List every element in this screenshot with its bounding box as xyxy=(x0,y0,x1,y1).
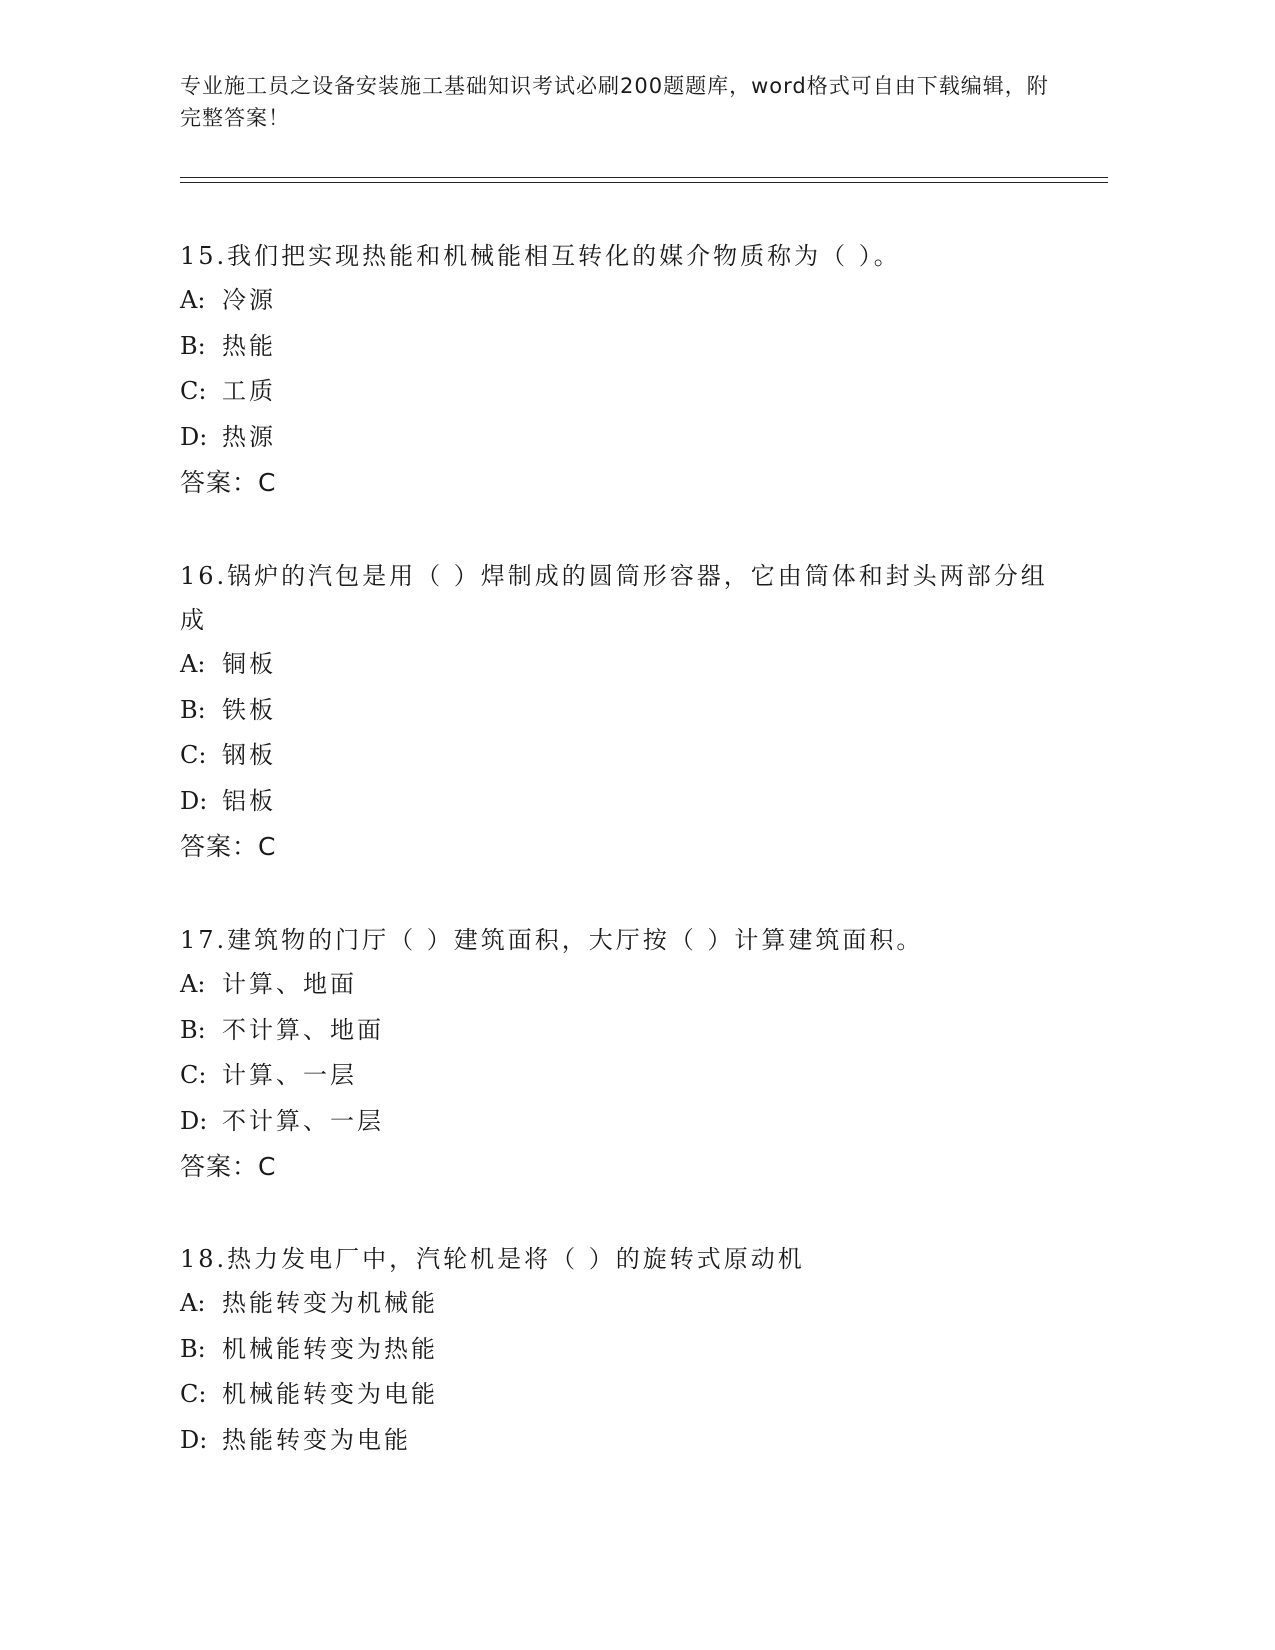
option-text: 铜板 xyxy=(222,650,276,678)
option-text: 热能 xyxy=(222,331,276,360)
option-letter: C: xyxy=(180,1380,207,1408)
option-text: 计算、一层 xyxy=(222,1061,357,1089)
option-text: 工质 xyxy=(222,377,276,405)
header-divider-bottom xyxy=(180,182,1108,183)
option-text: 铝板 xyxy=(222,786,276,815)
option-text: 冷源 xyxy=(222,286,276,314)
option-a xyxy=(180,962,1060,1008)
question-stem: 18.热力发电厂中，汽轮机是将（ ）的旋转式原动机 xyxy=(180,1245,805,1273)
option-text: 热源 xyxy=(222,422,276,451)
question-18 xyxy=(180,1237,1060,1463)
option-d xyxy=(180,779,1060,825)
header-divider-top xyxy=(180,177,1108,178)
option-d xyxy=(180,1099,1060,1145)
option-letter: D: xyxy=(180,1425,208,1454)
option-text: 热能转变为电能 xyxy=(222,1425,411,1454)
option-letter: C: xyxy=(180,741,207,769)
option-text: 机械能转变为热能 xyxy=(222,1334,438,1363)
option-letter: B: xyxy=(180,695,206,724)
option-letter: D: xyxy=(180,1106,208,1135)
question-16 xyxy=(180,554,1060,870)
answer-label: 答案：C xyxy=(180,468,277,497)
option-c xyxy=(180,369,1060,415)
option-letter: A: xyxy=(180,970,206,998)
option-text: 计算、地面 xyxy=(222,970,357,998)
option-letter: B: xyxy=(180,1334,206,1363)
question-stem: 15.我们把实现热能和机械能相互转化的媒介物质称为（ ）。 xyxy=(180,242,901,270)
option-letter: B: xyxy=(180,331,206,360)
option-b xyxy=(180,688,1060,734)
document-header: 专业施工员之设备安装施工基础知识考试必刷200题题库，word格式可自由下载编辑，附完整答案！ xyxy=(180,74,1049,130)
option-text: 机械能转变为电能 xyxy=(222,1380,438,1408)
question-17 xyxy=(180,918,1060,1190)
option-b xyxy=(180,1327,1060,1373)
option-text: 不计算、地面 xyxy=(222,1015,384,1044)
option-letter: A: xyxy=(180,650,206,678)
option-letter: C: xyxy=(180,377,207,405)
option-a xyxy=(180,1281,1060,1327)
option-b xyxy=(180,324,1060,370)
option-c xyxy=(180,1372,1060,1418)
option-c xyxy=(180,1053,1060,1099)
option-letter: B: xyxy=(180,1015,206,1044)
answer-label: 答案：C xyxy=(180,832,277,861)
question-stem: 16.锅炉的汽包是用（ ）焊制成的圆筒形容器，它由筒体和封头两部分组成 xyxy=(180,562,1048,634)
option-text: 不计算、一层 xyxy=(222,1106,384,1135)
question-15 xyxy=(180,234,1060,506)
option-d xyxy=(180,1418,1060,1464)
question-stem: 17.建筑物的门厅（ ）建筑面积，大厅按（ ）计算建筑面积。 xyxy=(180,926,924,954)
option-letter: D: xyxy=(180,422,208,451)
option-a xyxy=(180,278,1060,324)
option-d xyxy=(180,415,1060,461)
option-c xyxy=(180,733,1060,779)
option-letter: C: xyxy=(180,1061,207,1089)
option-text: 热能转变为机械能 xyxy=(222,1289,438,1317)
answer-label: 答案：C xyxy=(180,1152,277,1181)
option-letter: D: xyxy=(180,786,208,815)
option-a xyxy=(180,642,1060,688)
option-text: 铁板 xyxy=(222,695,276,724)
option-letter: A: xyxy=(180,286,206,314)
option-text: 钢板 xyxy=(222,741,276,769)
option-letter: A: xyxy=(180,1289,206,1317)
option-b xyxy=(180,1008,1060,1054)
